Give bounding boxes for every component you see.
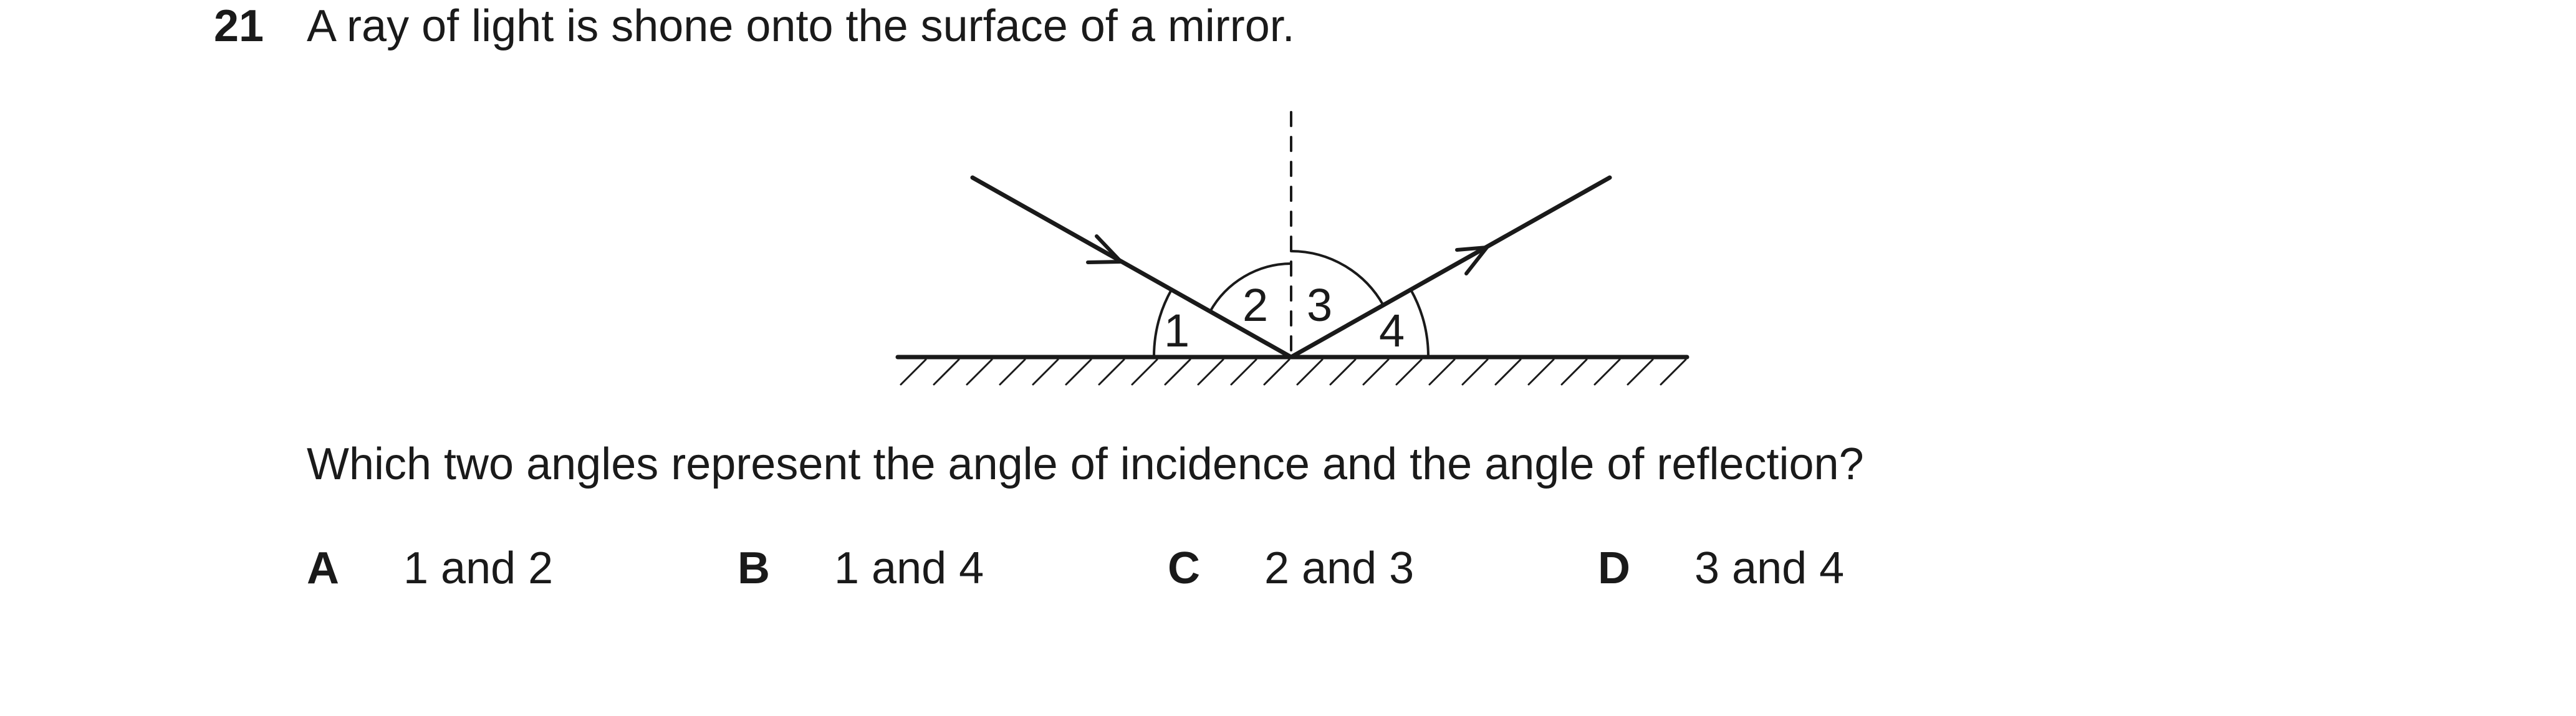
hatch-mark bbox=[934, 360, 959, 384]
option-b[interactable] bbox=[738, 543, 984, 593]
option-c-letter: C bbox=[1168, 543, 1200, 593]
hatch-mark bbox=[1231, 360, 1256, 384]
hatch-mark bbox=[1529, 360, 1554, 384]
hatch-mark bbox=[1430, 360, 1454, 384]
option-d-text: 3 and 4 bbox=[1694, 543, 1845, 593]
question-prompt: Which two angles represent the angle of incidence and the angle of reflection? bbox=[307, 439, 1864, 489]
hatch-mark bbox=[1066, 360, 1091, 384]
hatch-mark bbox=[1297, 360, 1322, 384]
hatch-mark bbox=[1595, 360, 1620, 384]
angle-arc-4 bbox=[1411, 290, 1428, 357]
option-a[interactable] bbox=[307, 543, 554, 593]
hatch-mark bbox=[1165, 360, 1190, 384]
hatch-mark bbox=[1198, 360, 1223, 384]
question-number: 21 bbox=[214, 1, 264, 51]
hatch-mark bbox=[1562, 360, 1587, 384]
angle-label-3: 3 bbox=[1307, 279, 1333, 331]
option-c-text: 2 and 3 bbox=[1264, 543, 1415, 593]
hatch-mark bbox=[1628, 360, 1653, 384]
hatch-mark bbox=[1396, 360, 1421, 384]
angle-label-1: 1 bbox=[1164, 305, 1190, 356]
option-b-letter: B bbox=[738, 543, 770, 593]
hatch-mark bbox=[1496, 360, 1521, 384]
angle-label-4: 4 bbox=[1379, 305, 1405, 356]
angle-label-2: 2 bbox=[1242, 279, 1269, 331]
hatch-mark bbox=[967, 360, 992, 384]
option-d[interactable] bbox=[1598, 543, 1845, 593]
option-a-text: 1 and 2 bbox=[403, 543, 554, 593]
hatch-mark bbox=[901, 360, 926, 384]
question-text: A ray of light is shone onto the surface of a mirror. bbox=[307, 1, 1295, 51]
option-c[interactable] bbox=[1168, 543, 1415, 593]
hatch-mark bbox=[1463, 360, 1487, 384]
angle-arc-3 bbox=[1291, 251, 1383, 305]
incident-arrowhead bbox=[1088, 236, 1121, 262]
hatch-mark bbox=[1330, 360, 1355, 384]
hatch-mark bbox=[1661, 360, 1686, 384]
hatch-mark bbox=[1264, 360, 1289, 384]
reflected-ray bbox=[1291, 178, 1610, 357]
option-d-letter: D bbox=[1598, 543, 1630, 593]
hatch-mark bbox=[1033, 360, 1058, 384]
option-b-text: 1 and 4 bbox=[834, 543, 984, 593]
mirror-hatching bbox=[901, 360, 1686, 384]
hatch-mark bbox=[1000, 360, 1025, 384]
hatch-mark bbox=[1099, 360, 1124, 384]
option-a-letter: A bbox=[307, 543, 339, 593]
hatch-mark bbox=[1132, 360, 1157, 384]
hatch-mark bbox=[1363, 360, 1388, 384]
